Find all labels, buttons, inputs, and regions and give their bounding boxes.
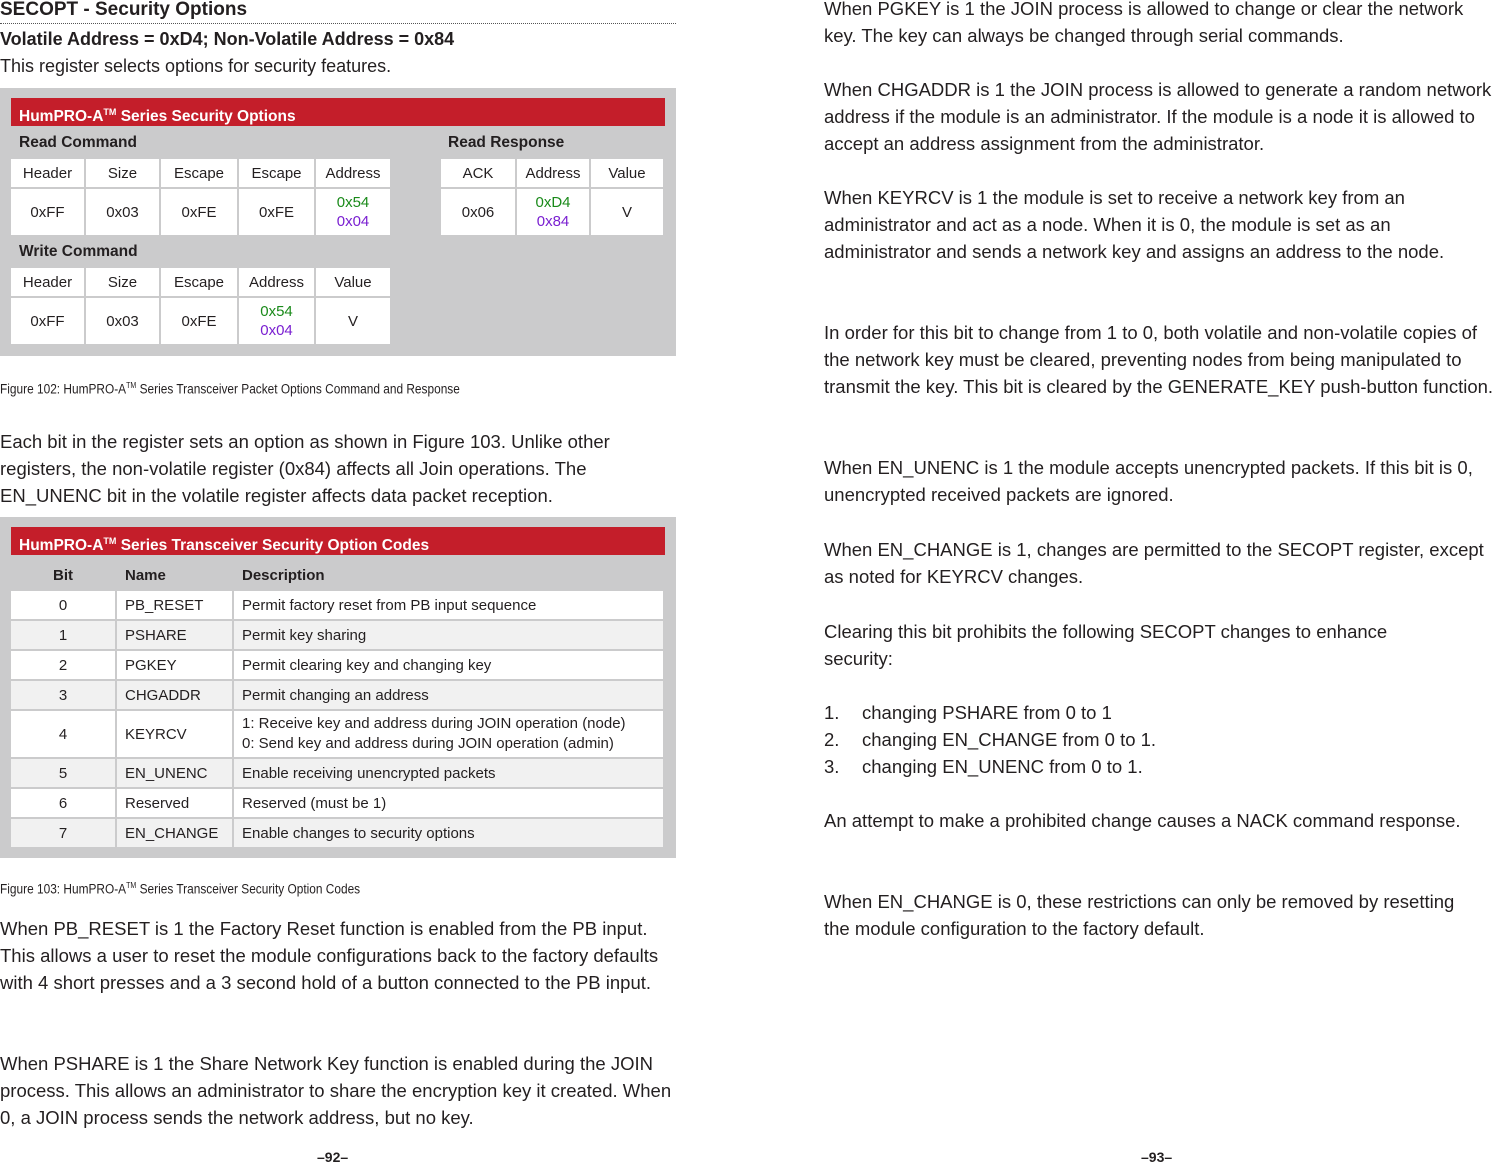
register-description: This register selects options for security features.: [0, 56, 392, 76]
table-header: HumPRO-A™ Series Security Options: [11, 98, 665, 126]
page-number: –93–: [1141, 1149, 1173, 1165]
write-cmd-header-cell: Value: [316, 268, 390, 296]
read-resp-header-cell: ACK: [441, 159, 515, 187]
write-cmd-header-cell: Escape: [161, 268, 237, 296]
write-cmd-value-cell: 0xFE: [161, 298, 237, 344]
write-command-label: Write Command: [19, 243, 138, 260]
figure-103-caption: Figure 103: HumPRO-A™ Series Transceiver Security Option Codes: [0, 881, 361, 897]
write-cmd-header-cell: Address: [239, 268, 314, 296]
list-item: 3. changing EN_UNENC from 0 to 1.: [824, 756, 1143, 777]
table-row: 3 CHGADDR Permit changing an address: [11, 681, 663, 709]
read-cmd-header-cell: Header: [11, 159, 84, 187]
read-cmd-value-cell: 0x03: [86, 189, 159, 235]
table-row: 4 KEYRCV 1: Receive key and address during JOIN operation (node) 0: Send key and address during JOIN operation (admin): [11, 711, 663, 757]
left-page: [0, 0, 676, 1165]
paragraph: When EN_UNENC is 1 the module accepts unencrypted packets. If this bit is 0, unencrypted received packets are ignored.: [824, 457, 1473, 505]
read-cmd-header-cell: Size: [86, 159, 159, 187]
read-cmd-address-cell: 0x54 0x04: [316, 189, 390, 235]
paragraph: When EN_CHANGE is 0, these restrictions can only be removed by resetting the module configuration to the factory default.: [824, 891, 1455, 939]
column-header-description: Description: [242, 567, 325, 584]
list-item: 1. changing PSHARE from 0 to 1: [824, 702, 1112, 723]
figure-102-caption: Figure 102: HumPRO-A™ Series Transceiver Packet Options Command and Response: [0, 381, 460, 397]
column-header-name: Name: [125, 567, 166, 584]
paragraph: When PSHARE is 1 the Share Network Key function is enabled during the JOIN process. This allows an administrator to share the encryption key it created. When 0, a JOIN process sends the network address, but no key.: [0, 1053, 672, 1128]
paragraph: When EN_CHANGE is 1, changes are permitted to the SECOPT register, except as noted for KEYRCV changes.: [824, 539, 1484, 587]
paragraph: When KEYRCV is 1 the module is set to receive a network key from an administrator and act as a node. When it is 0, the module is set as an administrator and sends a network key and assigns an address to the node.: [824, 187, 1445, 262]
read-resp-value-cell: V: [591, 189, 663, 235]
read-response-label: Read Response: [448, 134, 565, 151]
read-cmd-value-cell: 0xFE: [161, 189, 237, 235]
page-number: –92–: [317, 1149, 349, 1165]
read-cmd-value-cell: 0xFE: [239, 189, 314, 235]
table-row: 7 EN_CHANGE Enable changes to security options: [11, 819, 663, 847]
write-cmd-value-cell: 0x03: [86, 298, 159, 344]
paragraph: When CHGADDR is 1 the JOIN process is allowed to generate a random network address if the module is an administrator. If the module is a node it is allowed to accept an address assignment from the administrator.: [824, 79, 1492, 154]
write-cmd-value-cell: 0xFF: [11, 298, 84, 344]
read-cmd-value-cell: 0xFF: [11, 189, 84, 235]
read-resp-address-cell: 0xD4 0x84: [517, 189, 589, 235]
table-row: 1 PSHARE Permit key sharing: [11, 621, 663, 649]
prohibited-changes-list: [824, 699, 1484, 780]
paragraph: When PGKEY is 1 the JOIN process is allowed to change or clear the network key. The key can always be changed through serial commands.: [824, 0, 1464, 46]
table-row: 5 EN_UNENC Enable receiving unencrypted packets: [11, 759, 663, 787]
read-resp-header-cell: Value: [591, 159, 663, 187]
read-resp-header-cell: Address: [517, 159, 589, 187]
write-cmd-header-cell: Size: [86, 268, 159, 296]
paragraph: When PB_RESET is 1 the Factory Reset function is enabled from the PB input. This allows a user to reset the module configurations back to the factory defaults with 4 short presses and a 3 second hold of a button connected to the PB input.: [0, 918, 659, 993]
register-address: Volatile Address = 0xD4; Non-Volatile Address = 0x84: [0, 29, 455, 49]
fig103-grid: [0, 517, 676, 858]
paragraph: Each bit in the register sets an option as shown in Figure 103. Unlike other registers, the non-volatile register (0x84) affects all Join operations. The EN_UNENC bit in the volatile register affects data packet reception.: [0, 431, 610, 506]
read-cmd-header-cell: Escape: [239, 159, 314, 187]
read-resp-value-cell: 0x06: [441, 189, 515, 235]
column-header-bit: Bit: [53, 567, 73, 584]
paragraph: Clearing this bit prohibits the following SECOPT changes to enhance security:: [824, 621, 1388, 669]
list-item: 2. changing EN_CHANGE from 0 to 1.: [824, 729, 1157, 750]
paragraph: In order for this bit to change from 1 to 0, both volatile and non-volatile copies of the network key must be cleared, preventing nodes from being manipulated to transmit the key. This bit is cleared by the GENERATE_KEY push-button function.: [824, 322, 1494, 397]
table-row: 2 PGKEY Permit clearing key and changing key: [11, 651, 663, 679]
table-header: HumPRO-A™ Series Transceiver Security Option Codes: [11, 527, 665, 555]
write-cmd-header-cell: Header: [11, 268, 84, 296]
table-row: 6 Reserved Reserved (must be 1): [11, 789, 663, 817]
read-command-label: Read Command: [19, 134, 137, 151]
table-row: 0 PB_RESET Permit factory reset from PB input sequence: [11, 591, 663, 619]
paragraph: An attempt to make a prohibited change causes a NACK command response.: [824, 810, 1461, 831]
section-title: SECOPT - Security Options: [0, 0, 676, 24]
fig102-grid: [0, 88, 676, 356]
read-cmd-header-cell: Escape: [161, 159, 237, 187]
write-cmd-value-cell: V: [316, 298, 390, 344]
read-cmd-header-cell: Address: [316, 159, 390, 187]
write-cmd-address-cell: 0x54 0x04: [239, 298, 314, 344]
